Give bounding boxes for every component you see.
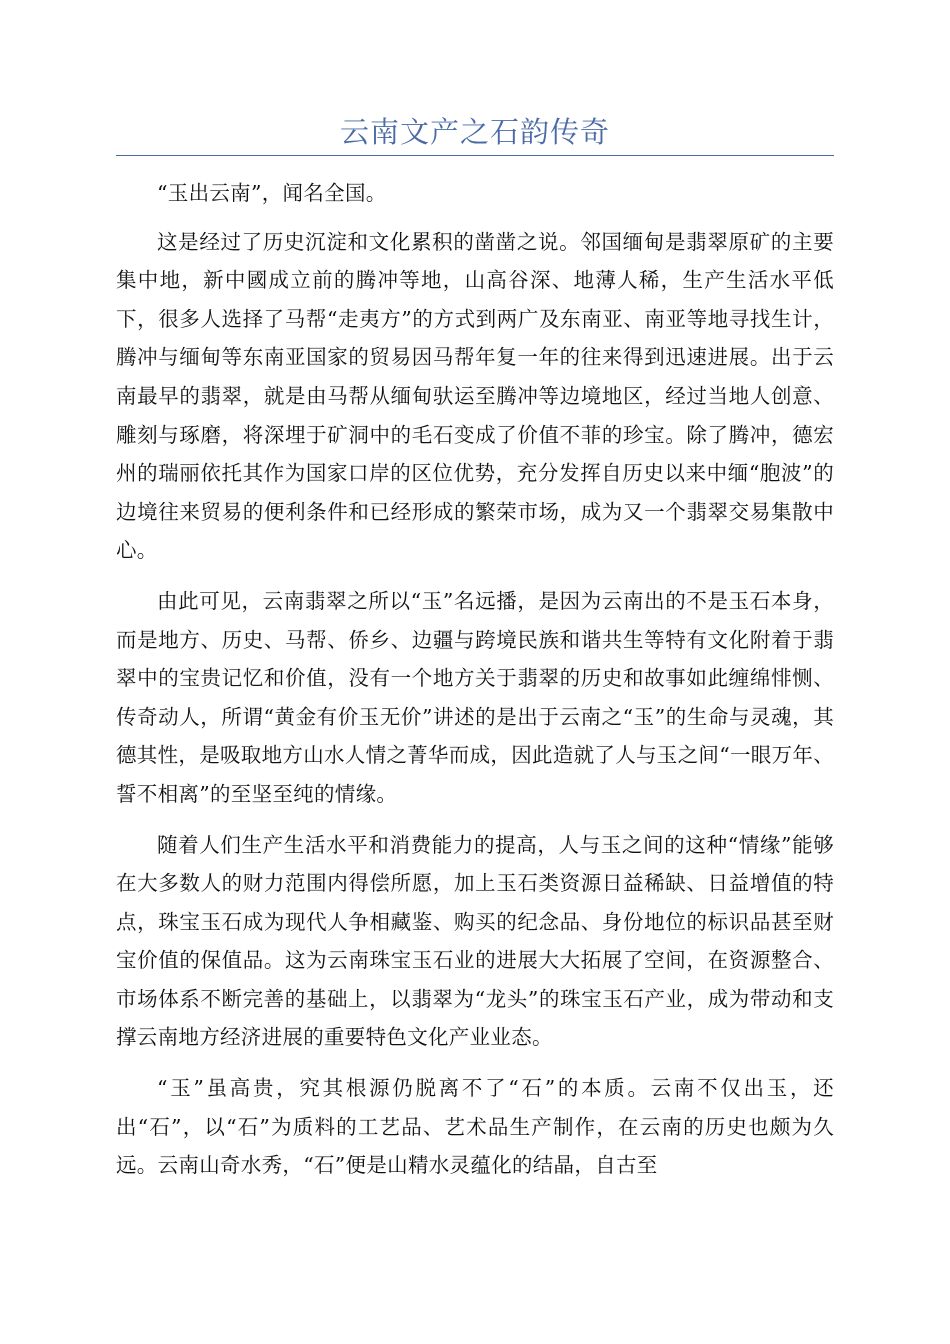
- paragraph-4: 随着人们生产生活水平和消费能力的提高，人与玉之间的这种“情缘”能够在大多数人的财力范围内得偿所愿，加上玉石类资源日益稀缺、日益增值的特点，珠宝玉石成为现代人争相藏鉴、购买的纪念品、身份地位的标识品甚至财宝价值的保值品。这为云南珠宝玉石业的进展大大拓展了空间，在资源整合、市场体系不断完善的基础上，以翡翠为“龙头”的珠宝玉石产业，成为带动和支撑云南地方经济进展的重要特色文化产业业态。: [116, 832, 834, 1050]
- paragraph-5: “玉”虽高贵，究其根源仍脱离不了“石”的本质。云南不仅出玉，还出“石”，以“石”为质料的工艺品、艺术品生产制作，在云南的历史也颇为久远。云南山奇水秀，“石”便是山精水灵蕴化的结晶，自古至: [116, 1076, 834, 1178]
- paragraph-1: “玉出云南”，闻名全国。: [157, 181, 387, 205]
- paragraph-3: 由此可见，云南翡翠之所以“玉”名远播，是因为云南出的不是玉石本身，而是地方、历史、马帮、侨乡、边疆与跨境民族和谐共生等特有文化附着于翡翠中的宝贵记忆和价值，没有一个地方关于翡翠的历史和故事如此缠绵悱恻、传奇动人，所谓“黄金有价玉无价”讲述的是出于云南之“玉”的生命与灵魂，其德其性，是吸取地方山水人情之菁华而成，因此造就了人与玉之间“一眼万年、誓不相离”的至坚至纯的情缘。: [116, 588, 834, 806]
- document-body: [116, 174, 834, 1197]
- paragraph-2: 这是经过了历史沉淀和文化累积的凿凿之说。邻国缅甸是翡翠原矿的主要集中地，新中國成立前的腾冲等地，山高谷深、地薄人稀，生产生活水平低下，很多人选择了马帮“走夷方”的方式到两广及东南亚、南亚等地寻找生计，腾冲与缅甸等东南亚国家的贸易因马帮年复一年的往来得到迅速进展。出于云南最早的翡翠，就是由马帮从缅甸驮运至腾冲等边境地区，经过当地人创意、雕刻与琢磨，将深埋于矿洞中的毛石变成了价值不菲的珍宝。除了腾冲，德宏州的瑞丽依托其作为国家口岸的区位优势，充分发挥自历史以来中缅“胞波”的边境往来贸易的便利条件和已经形成的繁荣市场，成为又一个翡翠交易集散中心。: [116, 229, 834, 563]
- title-underline: [116, 155, 834, 156]
- document-title: 云南文产之石韵传奇: [339, 115, 610, 149]
